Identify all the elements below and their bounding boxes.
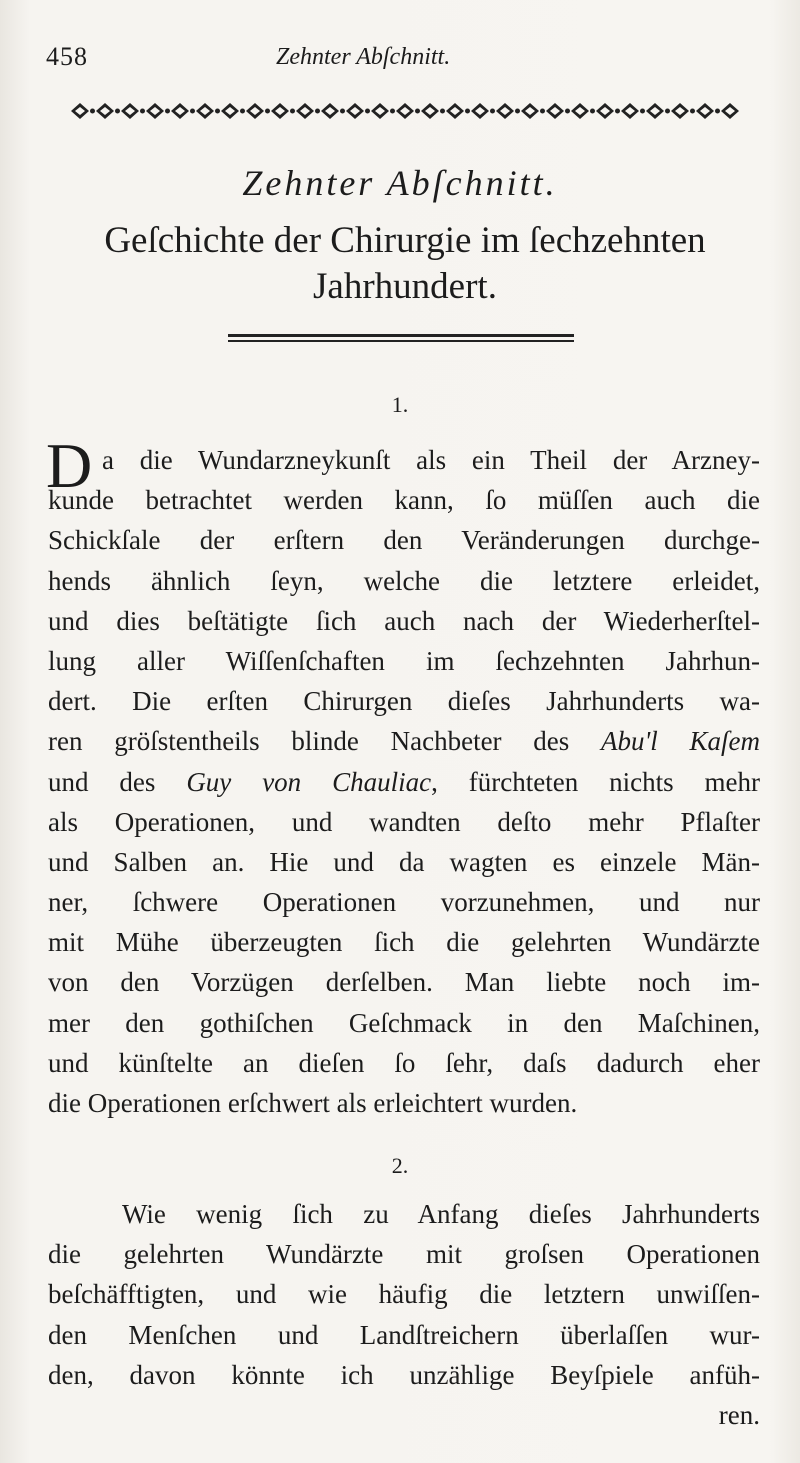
text-line: und dies beſtätigte ſich auch nach der Wiederherſtel- [48,605,760,636]
text-line: mit Mühe überzeugten ſich die gelehrten Wundärzte [48,927,760,958]
section-number-1: 1. [391,392,409,417]
chapter-title: Zehnter Abſchnitt. [242,163,558,203]
section-number-2: 2. [391,1153,409,1178]
text-line: die Operationen erſchwert als erleichtert wurden. [48,1088,578,1118]
text-line: lung aller Wiſſenſchaften im ſechzehnten Jahrhun- [48,645,760,676]
running-head [46,42,760,76]
text-line: beſchäfftigten, und wie häufig die letztern unwiſſen- [48,1279,760,1310]
text-span: , fürchteten nichts mehr [431,766,760,797]
text-line: dert. Die erſten Chirurgen dieſes Jahrhunderts wa- [48,686,760,717]
text-line [48,762,760,802]
text-line: und künſtelte an dieſen ſo ſehr, daſs dadurch eher [48,1047,760,1078]
text-span: ren gröſstentheils blinde Nachbeter des [48,726,601,757]
text-line: kunde betrachtet werden kann, ſo müſſen auch die [48,485,760,516]
text-line: den Menſchen und Landſtreichern überlaſſen wur- [48,1319,760,1350]
text-line: und Salben an. Hie und da wagten es einzele Män- [48,846,760,877]
text-line: den, davon könnte ich unzählige Beyſpiele anfüh- [48,1359,760,1390]
text-span: und des [48,766,187,797]
italic-name: Abu'l Kaſem [601,726,760,757]
chapter-subtitle-line-1: Geſchichte der Chirurgie im ſechzehnten [104,220,706,261]
text-line: von den Vorzügen derſelben. Man liebte noch im- [48,967,760,998]
text-line: ner, ſchwere Operationen vorzunehmen, und nur [48,887,760,918]
paragraph-section-2 [48,1194,760,1435]
chapter-subtitle [40,218,770,310]
text-line: Schickſale der erſtern den Veränderungen durchge- [48,525,760,556]
italic-name: Guy von Chauliac [186,766,432,797]
ornamental-border-icon [60,98,750,124]
page-number: 458 [46,42,88,71]
paragraph-section-1 [46,430,760,1123]
double-rule-divider [228,334,574,344]
catchword: ren. [718,1399,760,1430]
running-title: Zehnter Abſchnitt. [276,44,451,70]
drop-cap: D [46,430,93,501]
text-line: a die Wundarzneykunſt als ein Theil der Arzney- [102,445,760,475]
text-line: mer den gothiſchen Geſchmack in den Maſchinen, [48,1007,760,1038]
chapter-subtitle-line-2: Jahrhundert. [313,266,497,307]
text-line: Wie wenig ſich zu Anfang dieſes Jahrhunderts [122,1199,760,1229]
text-line: hends ähnlich ſeyn, welche die letztere erleidet, [48,565,760,596]
text-line: die gelehrten Wundärzte mit groſsen Operationen [48,1239,760,1270]
text-line [48,721,760,761]
text-line: als Operationen, und wandten deſto mehr Pflaſter [48,806,760,837]
